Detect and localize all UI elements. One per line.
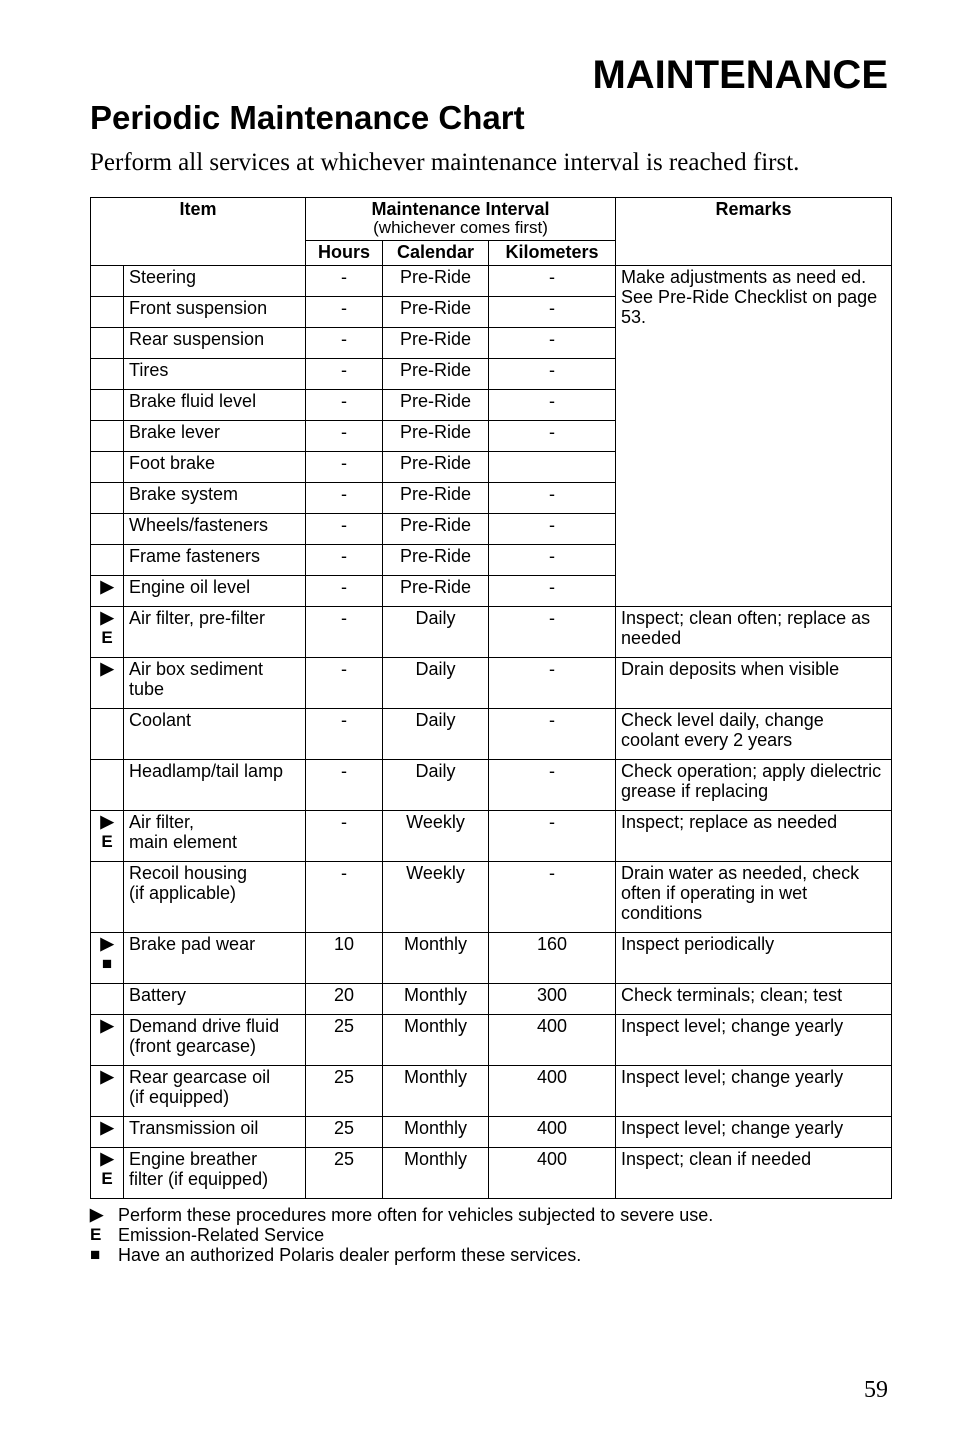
severe-use-symbol: ▶ — [100, 1067, 114, 1086]
table-row — [91, 1015, 892, 1066]
hours-cell: - — [306, 483, 383, 514]
remarks-cell: Inspect level; change yearly — [616, 1066, 892, 1117]
header-interval-sub: (whichever comes first) — [373, 218, 548, 237]
symbol-cell — [91, 984, 124, 1015]
legend — [90, 1205, 713, 1265]
item-cell: Foot brake — [124, 452, 306, 483]
calendar-cell: Pre-Ride — [383, 328, 489, 359]
km-cell: 400 — [489, 1117, 616, 1148]
symbol-cell — [91, 576, 124, 607]
km-cell: - — [489, 862, 616, 933]
hours-cell: - — [306, 811, 383, 862]
header-interval — [306, 198, 616, 241]
symbol-cell — [91, 1066, 124, 1117]
km-cell: - — [489, 266, 616, 297]
item-cell: Wheels/fasteners — [124, 514, 306, 545]
item-line: Engine breather — [129, 1149, 258, 1169]
item-cell — [124, 1066, 306, 1117]
remarks-cell: Drain water as needed, check often if operating in wet conditions — [616, 862, 892, 933]
secondary-symbol: ■ — [101, 954, 113, 973]
table-row — [91, 266, 892, 297]
legend-item — [90, 1245, 713, 1265]
header-interval-label: Maintenance Interval — [371, 199, 550, 219]
calendar-cell: Pre-Ride — [383, 390, 489, 421]
symbol-cell — [91, 545, 124, 576]
severe-use-symbol: ▶ — [100, 1118, 114, 1137]
km-cell: 400 — [489, 1148, 616, 1199]
item-line: main element — [129, 832, 238, 852]
calendar-cell: Pre-Ride — [383, 576, 489, 607]
table-row — [91, 1117, 892, 1148]
km-cell: - — [489, 483, 616, 514]
symbol-cell — [91, 359, 124, 390]
calendar-cell: Pre-Ride — [383, 483, 489, 514]
symbol-cell — [91, 862, 124, 933]
calendar-cell: Weekly — [383, 811, 489, 862]
hours-cell: - — [306, 545, 383, 576]
item-cell: Battery — [124, 984, 306, 1015]
severe-use-symbol: ▶ — [100, 934, 114, 953]
symbol-cell — [91, 607, 124, 658]
km-cell: - — [489, 297, 616, 328]
severe-use-symbol: ▶ — [100, 1149, 114, 1168]
section-title: MAINTENANCE — [592, 53, 888, 97]
item-cell: Frame fasteners — [124, 545, 306, 576]
item-cell — [124, 1148, 306, 1199]
item-cell: Rear suspension — [124, 328, 306, 359]
calendar-cell: Monthly — [383, 1117, 489, 1148]
item-cell: Brake system — [124, 483, 306, 514]
item-line: (if applicable) — [129, 883, 237, 903]
calendar-cell: Monthly — [383, 933, 489, 984]
remarks-cell: Inspect; clean often; replace as needed — [616, 607, 892, 658]
severe-use-symbol: ▶ — [90, 1205, 104, 1224]
secondary-symbol: E — [101, 832, 113, 851]
remarks-cell: Drain deposits when visible — [616, 658, 892, 709]
header-calendar: Calendar — [383, 241, 489, 266]
km-cell: - — [489, 607, 616, 658]
item-line: Air filter, — [129, 812, 195, 832]
severe-use-symbol: ▶ — [100, 1016, 114, 1035]
item-cell: Brake pad wear — [124, 933, 306, 984]
calendar-cell: Monthly — [383, 984, 489, 1015]
hours-cell: 20 — [306, 984, 383, 1015]
emission-symbol: E — [90, 1225, 102, 1244]
table-row — [91, 709, 892, 760]
table-row — [91, 811, 892, 862]
hours-cell: - — [306, 328, 383, 359]
symbol-cell — [91, 328, 124, 359]
item-cell: Brake fluid level — [124, 390, 306, 421]
km-cell: - — [489, 421, 616, 452]
table-body — [91, 266, 892, 1199]
calendar-cell: Daily — [383, 709, 489, 760]
header-hours: Hours — [306, 241, 383, 266]
table-row — [91, 1066, 892, 1117]
hours-cell: - — [306, 452, 383, 483]
symbol-cell — [91, 933, 124, 984]
calendar-cell: Daily — [383, 760, 489, 811]
table-row — [91, 862, 892, 933]
hours-cell: - — [306, 359, 383, 390]
chart-title: Periodic Maintenance Chart — [90, 99, 525, 136]
secondary-symbol: E — [101, 1169, 113, 1188]
hours-cell: 25 — [306, 1066, 383, 1117]
calendar-cell: Weekly — [383, 862, 489, 933]
symbol-cell — [91, 1148, 124, 1199]
page-number: 59 — [864, 1377, 888, 1403]
item-line: Recoil housing — [129, 863, 248, 883]
symbol-cell — [91, 658, 124, 709]
km-cell: 400 — [489, 1015, 616, 1066]
km-cell: 300 — [489, 984, 616, 1015]
remarks-cell: Make adjustments as need ed. See Pre-Ride Checklist on page 53. — [616, 266, 892, 607]
item-line: (front gearcase) — [129, 1036, 257, 1056]
calendar-cell: Monthly — [383, 1066, 489, 1117]
calendar-cell: Pre-Ride — [383, 359, 489, 390]
hours-cell: - — [306, 266, 383, 297]
maintenance-table — [90, 197, 892, 1199]
hours-cell: - — [306, 390, 383, 421]
calendar-cell: Daily — [383, 607, 489, 658]
calendar-cell: Pre-Ride — [383, 514, 489, 545]
legend-item — [90, 1225, 713, 1245]
calendar-cell: Monthly — [383, 1148, 489, 1199]
hours-cell: 25 — [306, 1148, 383, 1199]
calendar-cell: Pre-Ride — [383, 266, 489, 297]
remarks-cell: Check operation; apply dielectric grease if replacing — [616, 760, 892, 811]
hours-cell: - — [306, 297, 383, 328]
remarks-cell: Inspect; replace as needed — [616, 811, 892, 862]
calendar-cell: Pre-Ride — [383, 297, 489, 328]
symbol-cell — [91, 297, 124, 328]
item-cell: Front suspension — [124, 297, 306, 328]
hours-cell: - — [306, 607, 383, 658]
item-cell: Tires — [124, 359, 306, 390]
hours-cell: 10 — [306, 933, 383, 984]
km-cell: - — [489, 514, 616, 545]
km-cell: - — [489, 811, 616, 862]
item-cell: Brake lever — [124, 421, 306, 452]
legend-item — [90, 1205, 713, 1225]
symbol-cell — [91, 811, 124, 862]
km-cell: - — [489, 328, 616, 359]
km-cell: - — [489, 359, 616, 390]
legend-text: Perform these procedures more often for vehicles subjected to severe use. — [118, 1205, 714, 1225]
symbol-cell — [91, 421, 124, 452]
calendar-cell: Pre-Ride — [383, 421, 489, 452]
km-cell: - — [489, 576, 616, 607]
item-cell: Steering — [124, 266, 306, 297]
table-row — [91, 658, 892, 709]
item-cell: Air box sediment tube — [124, 658, 306, 709]
legend-text: Have an authorized Polaris dealer perform these services. — [118, 1245, 582, 1265]
symbol-cell — [91, 266, 124, 297]
item-line: (if equipped) — [129, 1087, 230, 1107]
hours-cell: - — [306, 514, 383, 545]
km-cell: 160 — [489, 933, 616, 984]
item-cell: Air filter, pre-filter — [124, 607, 306, 658]
calendar-cell: Monthly — [383, 1015, 489, 1066]
item-cell — [124, 1015, 306, 1066]
symbol-cell — [91, 709, 124, 760]
severe-use-symbol: ▶ — [100, 608, 114, 627]
remarks-cell: Check level daily, change coolant every 2 years — [616, 709, 892, 760]
table-row — [91, 984, 892, 1015]
km-cell: - — [489, 760, 616, 811]
remarks-cell: Inspect; clean if needed — [616, 1148, 892, 1199]
table-row — [91, 760, 892, 811]
remarks-cell: Inspect periodically — [616, 933, 892, 984]
km-cell — [489, 452, 616, 483]
header-item: Item — [91, 198, 306, 266]
symbol-cell — [91, 760, 124, 811]
severe-use-symbol: ▶ — [100, 812, 114, 831]
item-cell: Transmission oil — [124, 1117, 306, 1148]
symbol-cell — [91, 514, 124, 545]
hours-cell: 25 — [306, 1117, 383, 1148]
km-cell: - — [489, 545, 616, 576]
symbol-cell — [91, 452, 124, 483]
item-line: filter (if equipped) — [129, 1169, 269, 1189]
km-cell: 400 — [489, 1066, 616, 1117]
hours-cell: - — [306, 709, 383, 760]
symbol-cell — [91, 1015, 124, 1066]
symbol-cell — [91, 390, 124, 421]
hours-cell: - — [306, 862, 383, 933]
calendar-cell: Daily — [383, 658, 489, 709]
km-cell: - — [489, 658, 616, 709]
remarks-cell: Inspect level; change yearly — [616, 1015, 892, 1066]
hours-cell: - — [306, 760, 383, 811]
legend-text: Emission-Related Service — [118, 1225, 325, 1245]
remarks-cell: Inspect level; change yearly — [616, 1117, 892, 1148]
item-cell: Headlamp/tail lamp — [124, 760, 306, 811]
km-cell: - — [489, 709, 616, 760]
item-line: Rear gearcase oil — [129, 1067, 271, 1087]
intro-text: Perform all services at whichever maintenance interval is reached first. — [90, 149, 800, 176]
symbol-cell — [91, 1117, 124, 1148]
header-remarks: Remarks — [616, 198, 892, 266]
table-row — [91, 607, 892, 658]
km-cell: - — [489, 390, 616, 421]
remarks-cell: Check terminals; clean; test — [616, 984, 892, 1015]
calendar-cell: Pre-Ride — [383, 452, 489, 483]
item-cell — [124, 811, 306, 862]
severe-use-symbol: ▶ — [100, 659, 114, 678]
item-cell — [124, 862, 306, 933]
item-cell: Engine oil level — [124, 576, 306, 607]
hours-cell: - — [306, 576, 383, 607]
hours-cell: 25 — [306, 1015, 383, 1066]
calendar-cell: Pre-Ride — [383, 545, 489, 576]
hours-cell: - — [306, 658, 383, 709]
hours-cell: - — [306, 421, 383, 452]
table-row — [91, 1148, 892, 1199]
symbol-cell — [91, 483, 124, 514]
item-line: Demand drive fluid — [129, 1016, 280, 1036]
secondary-symbol: E — [101, 628, 113, 647]
item-cell: Coolant — [124, 709, 306, 760]
severe-use-symbol: ▶ — [100, 577, 114, 596]
table-row — [91, 933, 892, 984]
dealer-symbol: ■ — [90, 1245, 101, 1264]
header-kilometers: Kilometers — [489, 241, 616, 266]
